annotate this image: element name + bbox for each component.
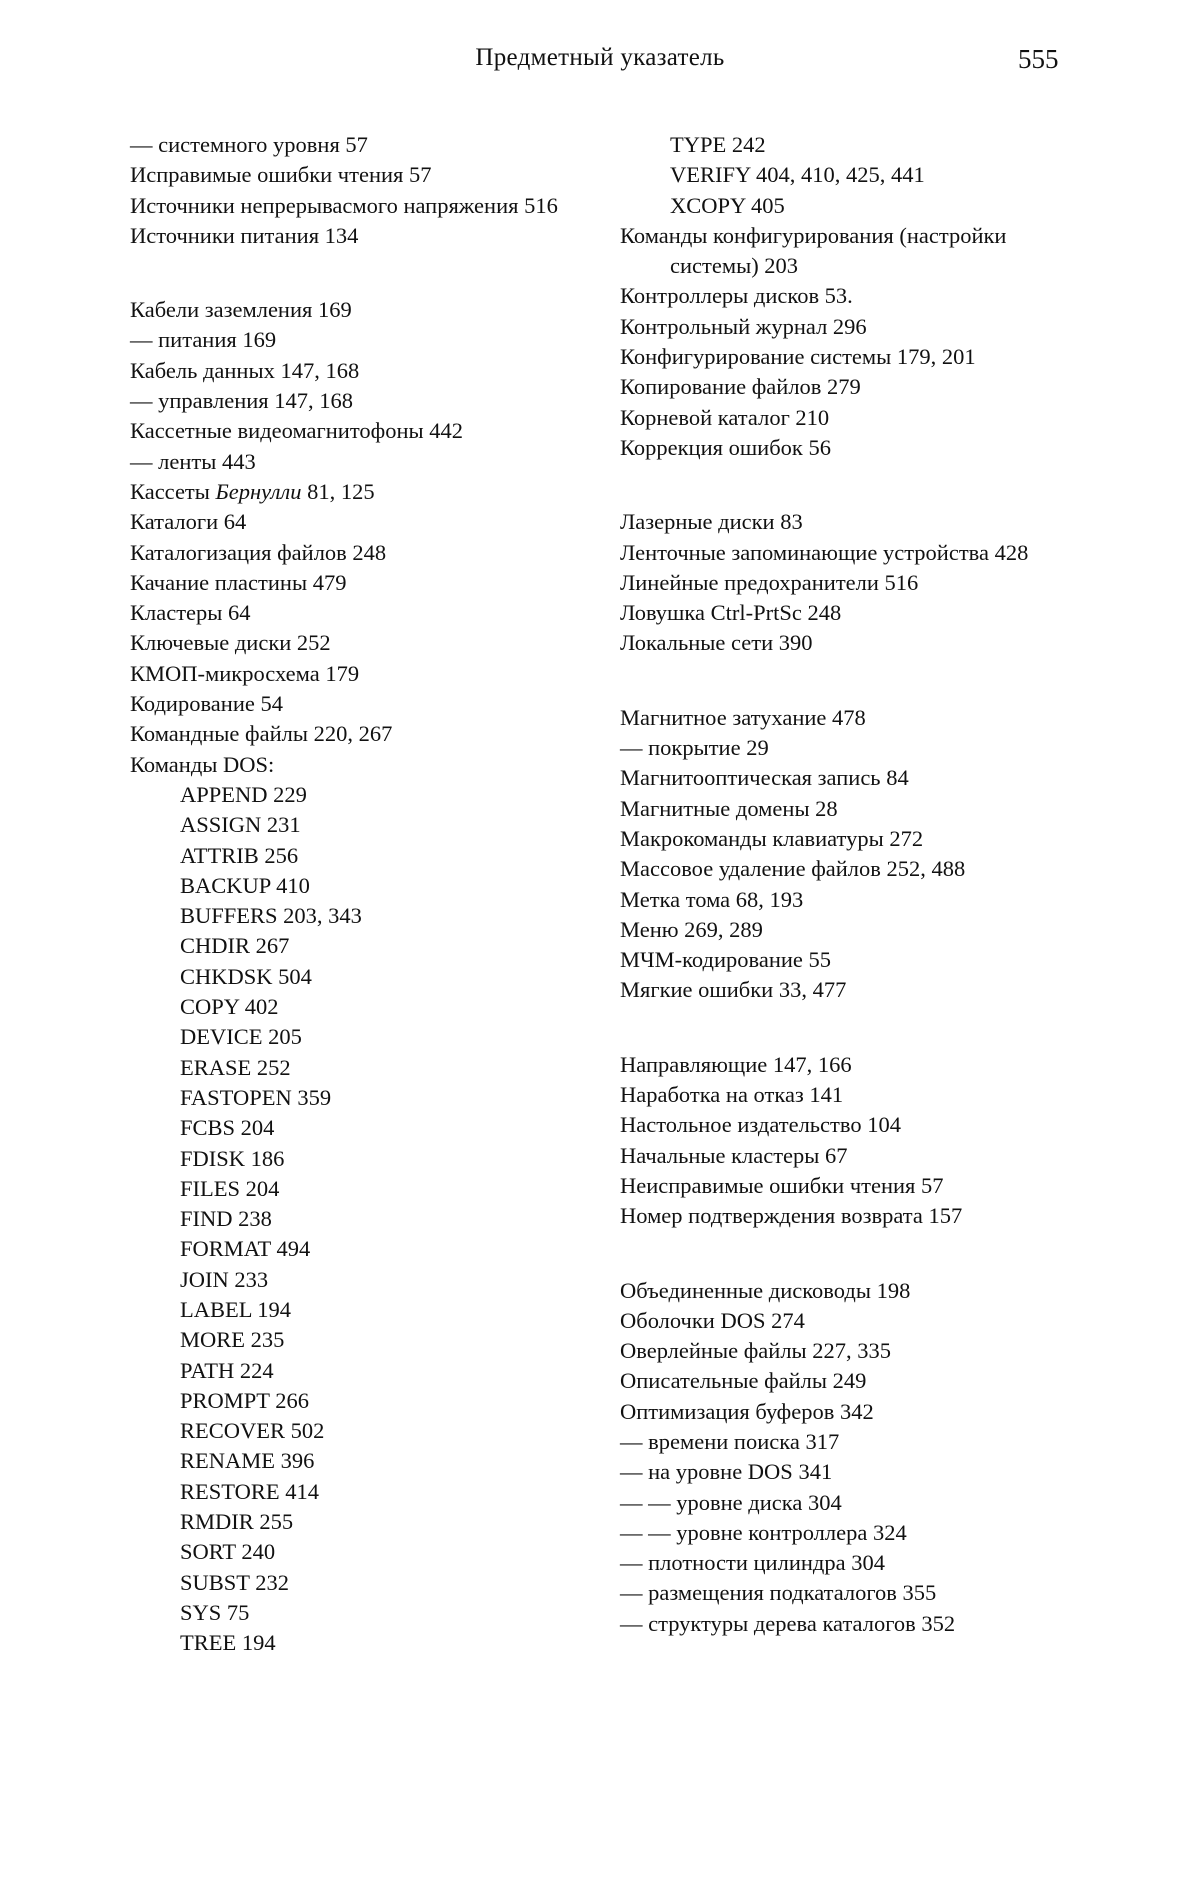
index-entry: Локальные сети 390 [620,630,813,656]
index-subentry: FIND 238 [180,1206,272,1232]
index-entry: Начальные кластеры 67 [620,1142,848,1168]
index-entry: Магнитные домены 28 [620,795,838,821]
index-subentry: RENAME 396 [180,1448,315,1474]
entry-emphasis: Бернулли [215,478,302,504]
index-entry: — размещения подкаталогов 355 [620,1580,937,1606]
entry-pages: 81, 125 [301,478,375,504]
index-entry: Ловушка Ctrl-PrtSc 248 [620,600,842,626]
index-subentry: VERIFY 404, 410, 425, 441 [670,162,925,188]
index-subentry: PROMPT 266 [180,1387,310,1413]
index-entry: Команды DOS: [130,751,275,777]
index-entry: Кластеры 64 [130,600,251,626]
index-entry: Контроллеры дисков 53. [620,283,853,309]
letter-group-gap [620,1232,1080,1276]
index-entry: Оптимизация буферов 342 [620,1398,874,1424]
index-column-right [620,130,1080,1639]
index-entry: Корневой каталог 210 [620,404,830,430]
index-subentry: TYPE 242 [670,132,766,157]
index-entry: Каталогизация файлов 248 [130,539,387,565]
index-entry: — управления 147, 168 [130,388,354,414]
index-entry: Оверлейные файлы 227, 335 [620,1338,892,1364]
index-subentry: FORMAT 494 [180,1236,311,1262]
index-subentry: RMDIR 255 [180,1509,294,1535]
index-entry: Ленточные запоминающие устройства 428 [620,539,1029,565]
index-entry: — на уровне DOS 341 [620,1459,833,1485]
index-entry: Конфигурирование системы 179, 201 [620,344,976,370]
index-entry: Контрольный журнал 296 [620,313,867,339]
index-entry: — питания 169 [130,327,277,353]
index-entry: — покрытие 29 [620,735,769,761]
index-entry: Макрокоманды клавиатуры 272 [620,825,924,851]
index-entry: Мягкие ошибки 33, 477 [620,977,847,1003]
index-entry: Коррекция ошибок 56 [620,434,831,460]
index-entry: Командные файлы 220, 267 [130,721,393,747]
index-subentry: BUFFERS 203, 343 [180,903,362,929]
index-entry: Кабель данных 147, 168 [130,357,360,383]
index-subentry: BACKUP 410 [180,872,310,898]
index-subentry: MORE 235 [180,1327,285,1353]
index-entry: — — уровне диска 304 [620,1489,842,1515]
index-entry: Оболочки DOS 274 [620,1307,805,1333]
index-entry: — времени поиска 317 [620,1428,840,1454]
index-entry: Линейные предохранители 516 [620,569,919,595]
index-entry: Магнитное затухание 478 [620,704,866,730]
index-subentry: RECOVER 502 [180,1418,325,1444]
index-subentry: COPY 402 [180,994,279,1020]
index-subentry: CHKDSK 504 [180,963,312,989]
index-entry: Настольное издательство 104 [620,1112,901,1138]
index-entry: Исправимые ошибки чтения 57 [130,162,432,188]
index-subentry: FASTOPEN 359 [180,1084,332,1110]
index-entry: — системного уровня 57 [130,132,368,157]
page-title: Предметный указатель [475,44,725,71]
index-entry: Направляющие 147, 166 [620,1051,852,1077]
index-subentry: FILES 204 [180,1175,280,1201]
index-subentry: APPEND 229 [180,781,307,807]
index-entry: Источники непрерывасмого напряжения 516 [130,192,558,218]
index-entry: Команды конфигурирования (настройки системы) 203 [620,222,1007,279]
index-entry: Метка тома 68, 193 [620,886,804,912]
letter-group-gap [130,251,600,295]
index-entry: Объединенные дисководы 198 [620,1277,911,1303]
index-subentry: SYS 75 [180,1599,250,1625]
index-subentry: RESTORE 414 [180,1478,319,1504]
index-column-left [130,130,600,1659]
index-subentry: DEVICE 205 [180,1024,302,1050]
index-entry: Магнитооптическая запись 84 [620,765,909,791]
index-subentry: SUBST 232 [180,1569,289,1595]
entry-text: Кассеты [130,478,216,504]
index-entry: МЧМ-кодирование 55 [620,947,832,973]
index-entry: Меню 269, 289 [620,916,763,942]
index-entry: Каталоги 64 [130,509,247,535]
letter-group-gap [620,659,1080,703]
index-subentry: CHDIR 267 [180,933,290,959]
index-subentry: TREE 194 [180,1630,276,1656]
page-number: 555 [1018,44,1059,74]
index-entry: Копирование файлов 279 [620,374,861,400]
index-entry: — плотности цилиндра 304 [620,1550,885,1576]
index-entry: Кабели заземления 169 [130,297,352,323]
index-entry: — ленты 443 [130,448,256,474]
index-subentry: ATTRIB 256 [180,842,299,868]
index-subentry: SORT 240 [180,1539,276,1565]
index-entry: Наработка на отказ 141 [620,1082,844,1108]
letter-group-gap [620,1006,1080,1050]
index-subentry: ERASE 252 [180,1054,291,1080]
index-subentry: JOIN 233 [180,1266,269,1292]
index-subentry: LABEL 194 [180,1296,292,1322]
index-subentry: XCOPY 405 [670,192,785,218]
index-entry: Кодирование 54 [130,691,283,717]
index-subentry: PATH 224 [180,1357,274,1383]
index-entry: Качание пластины 479 [130,569,347,595]
letter-group-gap [620,463,1080,507]
index-entry: Неисправимые ошибки чтения 57 [620,1172,944,1198]
index-entry: — — уровне контроллера 324 [620,1519,907,1545]
index-entry: Лазерные диски 83 [620,509,803,535]
index-entry: Номер подтверждения возврата 157 [620,1203,963,1229]
index-entry [130,477,600,507]
index-subentry: ASSIGN 231 [180,812,301,838]
index-subentry: FDISK 186 [180,1145,285,1171]
index-entry: КМОП-микросхема 179 [130,660,360,686]
index-entry: — структуры дерева каталогов 352 [620,1610,956,1636]
index-entry: Источники питания 134 [130,222,359,248]
index-entry: Ключевые диски 252 [130,630,331,656]
index-entry: Описательные файлы 249 [620,1368,867,1394]
index-entry: Кассетные видеомагнитофоны 442 [130,418,463,444]
index-subentry: FCBS 204 [180,1115,275,1141]
index-entry: Массовое удаление файлов 252, 488 [620,856,966,882]
